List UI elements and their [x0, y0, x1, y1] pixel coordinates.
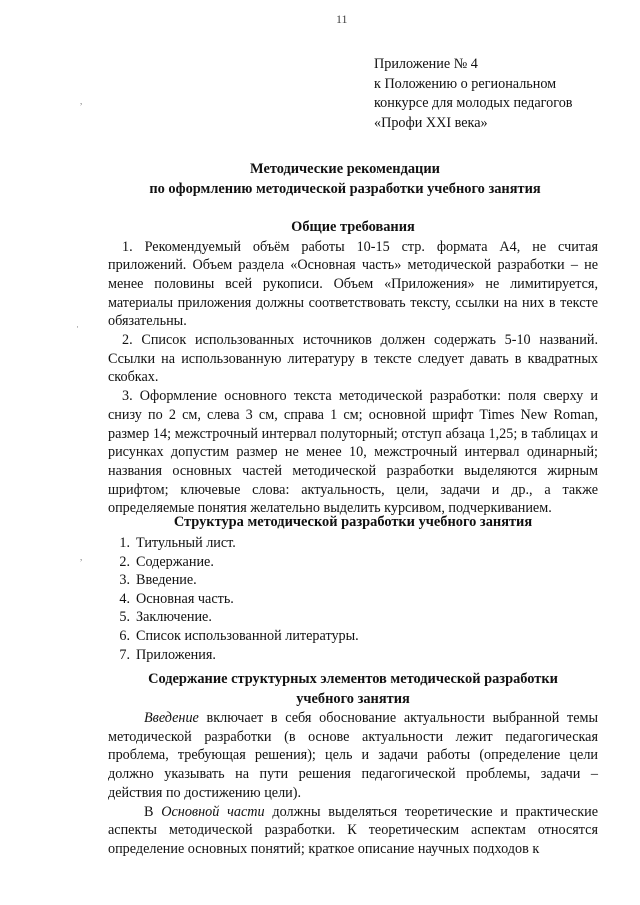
- list-item: 4. Основная часть.: [119, 590, 234, 607]
- list-item: 6. Список использованной литературы.: [119, 627, 359, 644]
- list-item: 7. Приложения.: [119, 646, 216, 663]
- main-part-prefix: В: [144, 803, 162, 820]
- introduction-term: Введение: [144, 710, 199, 726]
- general-requirements-heading: Общие требования: [291, 219, 415, 235]
- structure-heading-block: [108, 513, 598, 533]
- appendix-line-2: к Положению о региональном: [374, 75, 557, 92]
- main-part-text: должны выделяться теоретические и практические аспекты методической разработки. К теоретическим аспектам относятся определение основных понятий; краткое описание научных подходов к: [108, 803, 599, 857]
- scan-artifact: ·: [76, 322, 79, 332]
- list-item: 5. Заключение.: [119, 609, 212, 626]
- appendix-line-1: Приложение № 4: [374, 56, 478, 72]
- main-part-term: Основной части: [161, 803, 265, 820]
- requirement-paragraph-2: 2. Список использованных источников должен содержать 5-10 названий. Ссылки на использованную литературу в тексте следует давать в квадратных скобках.: [108, 332, 598, 386]
- scan-artifact: ,: [80, 96, 83, 106]
- main-part-paragraph: [108, 803, 598, 859]
- general-requirements-section: [108, 218, 598, 518]
- list-item: 2. Содержание.: [119, 553, 214, 570]
- introduction-text: включает в себя обоснование актуальности выбранной темы методической разработки (в основе актуальности лежит педагогическая проблема, требующая решения); цель и задачи работы (определение цели должно указывать на пути решения педагогической проблемы, задачи – действия по достижению цели).: [108, 710, 598, 801]
- introduction-paragraph: [108, 709, 598, 803]
- document-title-line-2: по оформлению методической разработки учебного занятия: [149, 180, 541, 197]
- appendix-note: [374, 55, 624, 133]
- requirement-paragraph-3: 3. Оформление основного текста методической разработки: поля сверху и снизу по 2 см, слева 3 см, справа 1 см; основной шрифт Times New Roman, размер 14; межстрочный интервал полуторный; отступ абзаца 1,25; в таблицах и рисунках допустим размер не менее 10, межстрочный интервал одинарный; названия основных частей методической разработки выделяются жирным шрифтом; ключевые слова: актуальность, цели, задачи и др., а также определяемые понятия желательно выделить курсивом, подчеркиванием.: [108, 388, 598, 517]
- appendix-line-3: конкурсе для молодых педагогов: [374, 95, 573, 111]
- content-section: [108, 670, 598, 859]
- scan-artifact: ,: [80, 552, 83, 562]
- content-heading-line-2: учебного занятия: [296, 690, 410, 707]
- list-item: 1. Титульный лист.: [119, 535, 236, 551]
- requirement-paragraph-1: 1. Рекомендуемый объём работы 10-15 стр. формата А4, не считая приложений. Объем раздела «Основная часть» методической разработки – не менее половины всей рукописи. Объем «Приложения» не лимитируется, материалы приложения должны соответствовать тексту, ссылки на них в тексте обязательны.: [108, 238, 598, 330]
- appendix-line-4: «Профи XXI века»: [374, 114, 488, 131]
- structure-list: [108, 534, 508, 664]
- content-heading-line-1: Содержание структурных элементов методической разработки: [148, 671, 558, 687]
- content-heading: [108, 670, 598, 709]
- structure-heading: Структура методической разработки учебного занятия: [173, 514, 533, 530]
- list-item: 3. Введение.: [119, 572, 197, 589]
- document-title: [108, 160, 582, 199]
- page-number: 11: [336, 12, 348, 26]
- document-title-line-1: Методические рекомендации: [250, 161, 440, 177]
